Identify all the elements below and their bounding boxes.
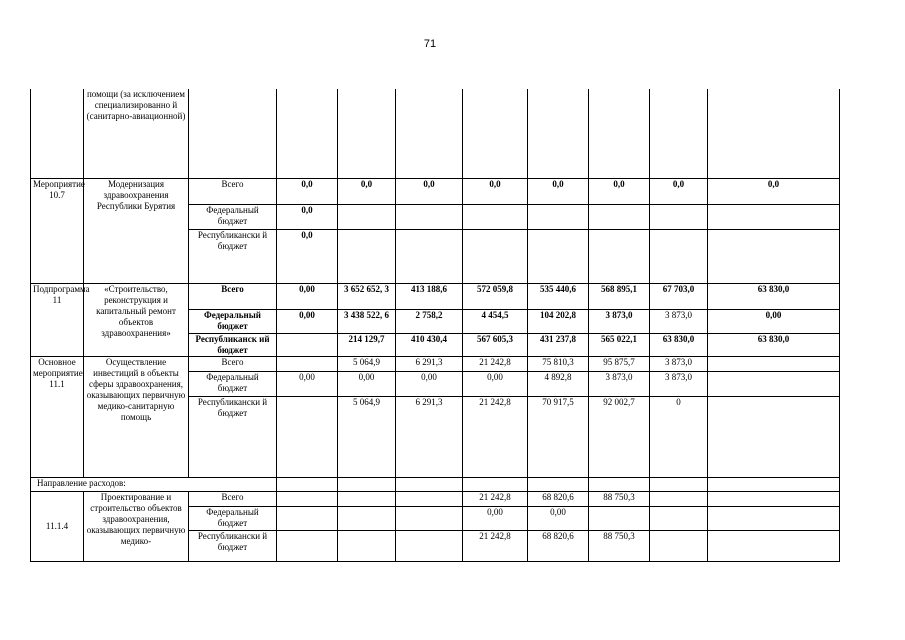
- source-label: Федеральный бюджет: [189, 371, 277, 396]
- row-code: Подпрограмма 11: [31, 283, 84, 356]
- value-cell: [338, 506, 396, 530]
- value-cell: [650, 506, 708, 530]
- value-cell: 565 022,1: [589, 333, 650, 356]
- value-cell: 0,0: [277, 178, 338, 204]
- value-cell: 3 438 522, 6: [338, 309, 396, 333]
- value-cell: [708, 491, 840, 506]
- value-cell: 70 917,5: [528, 396, 589, 477]
- row-name: Осуществление инвестиций в объекты сферы здравоохранения, оказывающих первичную медико-санитарную помощь: [84, 356, 189, 477]
- value-cell: 0,0: [708, 178, 840, 204]
- value-cell: 3 873,0: [650, 356, 708, 371]
- row-name: Проектирование и строительство объектов здравоохранения, оказывающих первичную медико-: [84, 491, 189, 561]
- value-cell: 0,0: [396, 178, 463, 204]
- value-cell: 21 242,8: [463, 491, 528, 506]
- source-label: Всего: [189, 283, 277, 309]
- page-number: 71: [423, 38, 437, 50]
- value-cell: [396, 506, 463, 530]
- value-cell: 75 810,3: [528, 356, 589, 371]
- value-cell: 0,00: [463, 506, 528, 530]
- value-cell: 0,00: [338, 371, 396, 396]
- value-cell: 67 703,0: [650, 283, 708, 309]
- value-cell: 572 059,8: [463, 283, 528, 309]
- value-cell: 2 758,2: [396, 309, 463, 333]
- value-cell: 63 830,0: [650, 333, 708, 356]
- value-cell: 0: [650, 396, 708, 477]
- value-cell: 0,00: [528, 506, 589, 530]
- direction-label: Направление расходов:: [31, 477, 277, 491]
- value-cell: 63 830,0: [708, 283, 840, 309]
- source-label: Федеральный бюджет: [189, 309, 277, 333]
- value-cell: 4 454,5: [463, 309, 528, 333]
- row-code: Мероприятие 10.7: [31, 178, 84, 283]
- value-cell: 0,0: [528, 178, 589, 204]
- row-name: «Строительство, реконструкция и капитальный ремонт объектов здравоохранения»: [84, 283, 189, 356]
- value-cell: [708, 530, 840, 561]
- value-cell: 0,00: [708, 309, 840, 333]
- value-cell: [277, 356, 338, 371]
- value-cell: 0,0: [650, 178, 708, 204]
- source-label: Федеральный бюджет: [189, 204, 277, 229]
- value-cell: 68 820,6: [528, 491, 589, 506]
- source-label: Всего: [189, 491, 277, 506]
- value-cell: 3 873,0: [650, 309, 708, 333]
- source-label: Федеральный бюджет: [189, 506, 277, 530]
- row-code: 11.1.4: [31, 491, 84, 561]
- table-row: [31, 491, 840, 506]
- source-label: Республикански й бюджет: [189, 229, 277, 283]
- value-cell: 0,00: [463, 371, 528, 396]
- value-cell: 104 202,8: [528, 309, 589, 333]
- table-row-direction: [31, 477, 840, 491]
- cont-name: помощи (за исключением специализированно й (санитарно-авиационной): [84, 89, 189, 178]
- value-cell: 5 064,9: [338, 396, 396, 477]
- value-cell: [277, 396, 338, 477]
- value-cell: [650, 530, 708, 561]
- value-cell: 410 430,4: [396, 333, 463, 356]
- table-row: [31, 356, 840, 371]
- value-cell: 567 605,3: [463, 333, 528, 356]
- value-cell: 6 291,3: [396, 396, 463, 477]
- value-cell: 3 652 652, 3: [338, 283, 396, 309]
- value-cell: [338, 491, 396, 506]
- value-cell: 88 750,3: [589, 491, 650, 506]
- source-label: Всего: [189, 356, 277, 371]
- value-cell: [589, 506, 650, 530]
- value-cell: 92 002,7: [589, 396, 650, 477]
- value-cell: 5 064,9: [338, 356, 396, 371]
- value-cell: 21 242,8: [463, 396, 528, 477]
- row-code: Основное мероприятие 11.1: [31, 356, 84, 477]
- value-cell: [708, 506, 840, 530]
- budget-table: [30, 89, 840, 562]
- value-cell: 0,0: [463, 178, 528, 204]
- table-row-continuation: [31, 89, 840, 178]
- value-cell: [277, 530, 338, 561]
- value-cell: [708, 396, 840, 477]
- value-cell: 0,0: [338, 178, 396, 204]
- value-cell: 6 291,3: [396, 356, 463, 371]
- table-row: [31, 283, 840, 309]
- source-label: Республиканск ий бюджет: [189, 333, 277, 356]
- value-cell: 413 188,6: [396, 283, 463, 309]
- value-cell: [277, 333, 338, 356]
- value-cell: 3 873,0: [589, 309, 650, 333]
- value-cell: 68 820,6: [528, 530, 589, 561]
- value-cell: [277, 491, 338, 506]
- value-cell: [396, 530, 463, 561]
- value-cell: 535 440,6: [528, 283, 589, 309]
- table-row: [31, 178, 840, 204]
- source-label: Всего: [189, 178, 277, 204]
- value-cell: [708, 356, 840, 371]
- value-cell: 63 830,0: [708, 333, 840, 356]
- source-label: Республикански й бюджет: [189, 396, 277, 477]
- value-cell: 214 129,7: [338, 333, 396, 356]
- value-cell: [277, 506, 338, 530]
- value-cell: [650, 491, 708, 506]
- value-cell: 3 873,0: [589, 371, 650, 396]
- value-cell: 0,0: [589, 178, 650, 204]
- value-cell: 0,00: [277, 309, 338, 333]
- value-cell: 95 875,7: [589, 356, 650, 371]
- value-cell: 568 895,1: [589, 283, 650, 309]
- source-label: Республикански й бюджет: [189, 530, 277, 561]
- row-name: Модернизация здравоохранения Республики Бурятия: [84, 178, 189, 283]
- value-cell: 0,0: [277, 204, 338, 229]
- value-cell: 21 242,8: [463, 530, 528, 561]
- value-cell: 0,00: [277, 283, 338, 309]
- value-cell: 21 242,8: [463, 356, 528, 371]
- value-cell: 88 750,3: [589, 530, 650, 561]
- value-cell: 3 873,0: [650, 371, 708, 396]
- value-cell: 0,00: [277, 371, 338, 396]
- value-cell: [396, 491, 463, 506]
- value-cell: 0,00: [396, 371, 463, 396]
- value-cell: 0,0: [277, 229, 338, 283]
- value-cell: 4 892,8: [528, 371, 589, 396]
- value-cell: [708, 371, 840, 396]
- value-cell: 431 237,8: [528, 333, 589, 356]
- value-cell: [338, 530, 396, 561]
